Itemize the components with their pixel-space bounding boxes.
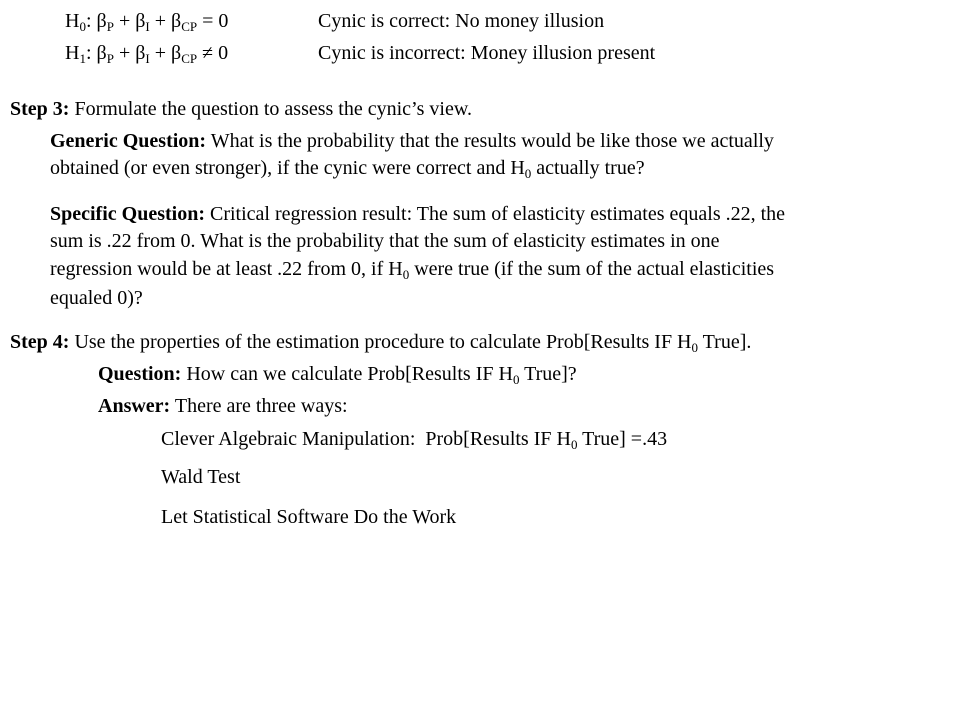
answer-label: Answer: xyxy=(98,395,171,417)
h0-relation: = 0 xyxy=(197,10,229,32)
step4-heading: Step 4: Use the properties of the estimation procedure to calculate Prob[Results IF $H_0$ True]. xyxy=(10,331,752,355)
step3-heading xyxy=(10,97,472,121)
generic-question-line-1: Generic Question: What is the probability that the results would be like those we actually xyxy=(50,130,774,152)
step3-label: Step 3: xyxy=(10,98,70,120)
h1-relation: ≠ 0 xyxy=(197,42,229,64)
answer-line: Answer: There are three ways: xyxy=(98,395,348,417)
step4-label: Step 4: xyxy=(10,331,70,353)
h0-equation: $H_0$: $\beta_P + \beta_I + \beta_{CP} = 0$ xyxy=(65,10,229,34)
question-label: Question: xyxy=(98,363,182,385)
beta-p: β xyxy=(96,42,107,64)
specific-question-line-1: Specific Question: Critical regression result: The sum of elasticity estimates equals .22, the xyxy=(50,203,786,225)
h0-description: Cynic is correct: No money illusion xyxy=(318,10,605,32)
beta-cp: β xyxy=(171,10,182,32)
way-statistical-software: Let Statistical Software Do the Work xyxy=(161,506,457,528)
h1-subscript: 1 xyxy=(79,51,86,66)
generic-question-label: Generic Question: xyxy=(50,130,207,152)
h0-symbol: H xyxy=(65,10,80,32)
specific-question-line-3: regression would be at least .22 from 0, if $H_0$ were true (if the sum of the actual elasticities xyxy=(50,258,775,282)
h1-symbol: H xyxy=(65,42,80,64)
way-clever-algebraic-manipulation: Clever Algebraic Manipulation: Prob[Results IF $H_0$ True] =.43 xyxy=(161,428,668,452)
h0-subscript: 0 xyxy=(79,19,86,34)
generic-question-line-2: obtained (or even stronger), if the cynic were correct and $H_0$ actually true? xyxy=(50,157,645,181)
specific-question-label: Specific Question: xyxy=(50,203,205,225)
h1-description: Cynic is incorrect: Money illusion present xyxy=(318,42,656,64)
way-wald-test: Wald Test xyxy=(161,466,241,488)
question-line: Question: How can we calculate Prob[Results IF $H_0$ True]? xyxy=(98,363,577,387)
beta-i: β xyxy=(135,42,146,64)
beta-cp: β xyxy=(171,42,182,64)
specific-question-line-4: equaled 0)? xyxy=(50,287,143,309)
h1-equation: $H_1$: $\beta_P + \beta_I + \beta_{CP} \ne 0$ xyxy=(65,42,229,66)
beta-i: β xyxy=(135,10,146,32)
step3-text: Formulate the question to assess the cynic’s view. xyxy=(69,98,472,120)
beta-p: β xyxy=(96,10,107,32)
specific-question-line-2: sum is .22 from 0. What is the probability that the sum of elasticity estimates in one xyxy=(50,230,720,252)
